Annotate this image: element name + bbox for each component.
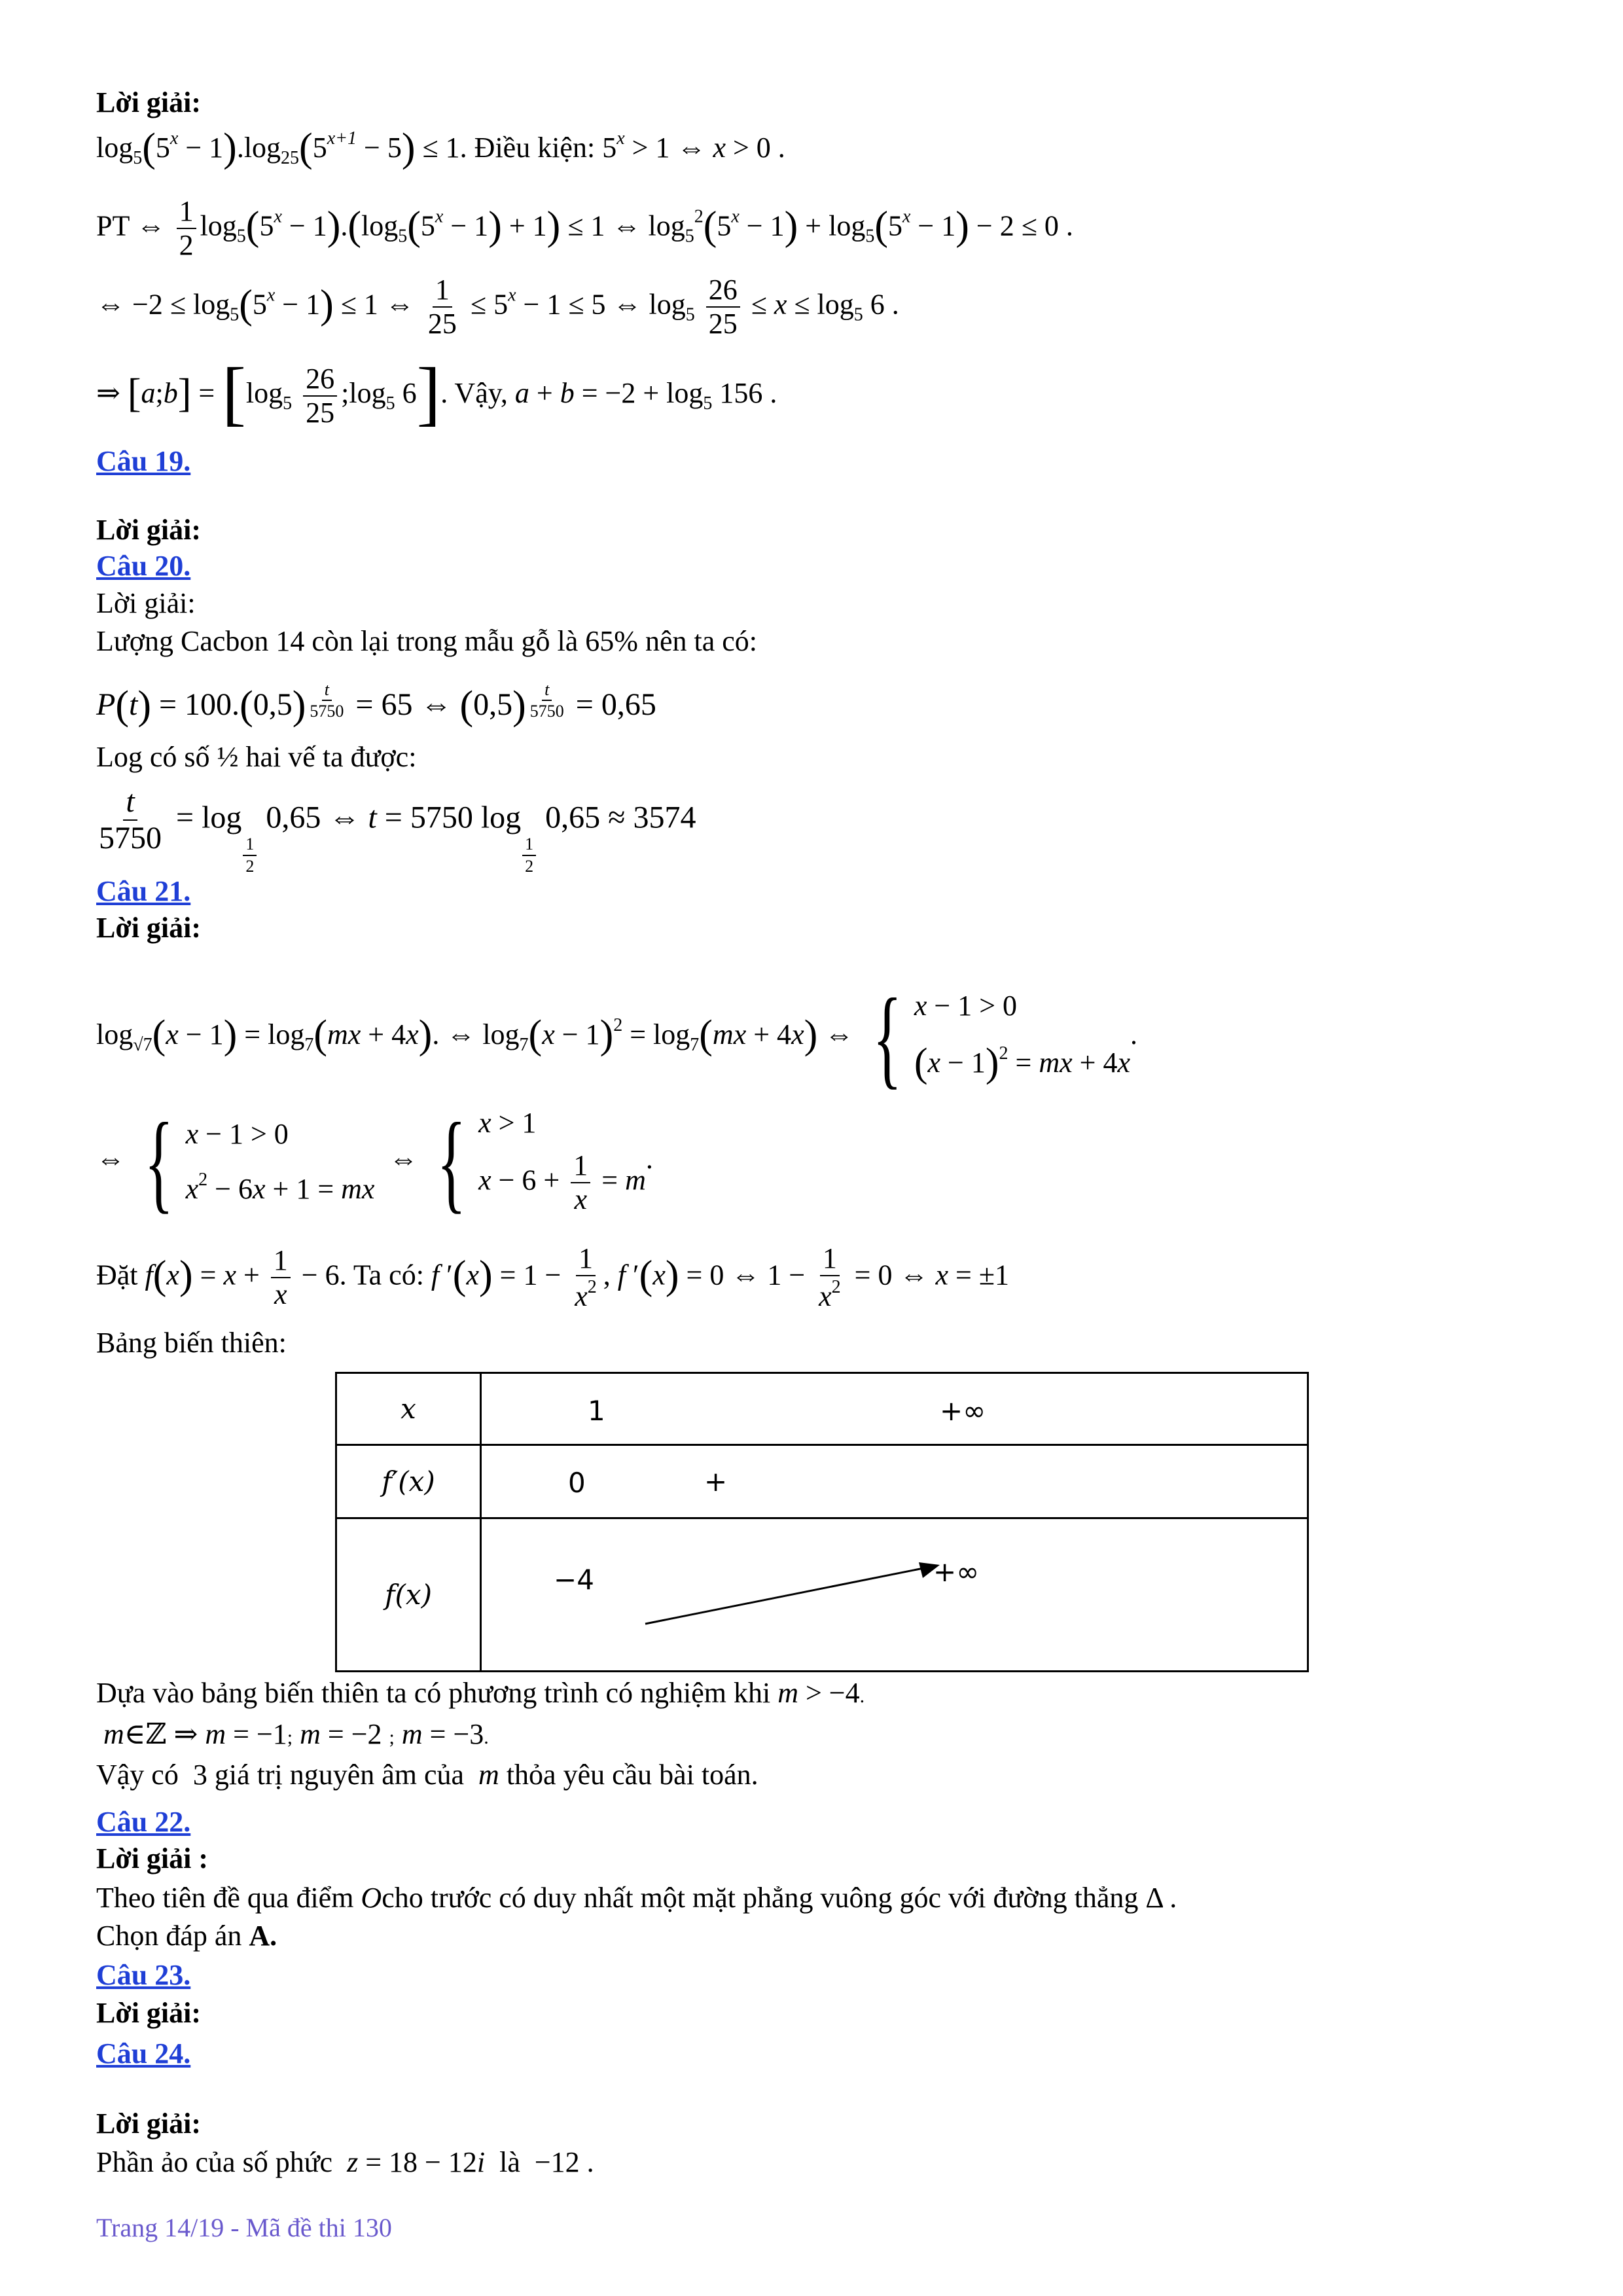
q18-equation-line1: $\log_5(5^x - 1).\log_{25}(5^{x+1} - 5) \le 1$. Điều kiện: $5^x > 1$ ⇔ x > 0 . [96,126,785,170]
question-19-link[interactable]: Câu 19. [96,445,191,477]
header-x: x [336,1373,481,1445]
question-20-link[interactable]: Câu 20. [96,550,191,582]
q21-conclusion-line1: Dựa vào bảng biến thiên ta có phương trình có nghiệm khi m > −4. [96,1677,865,1709]
question-21-link[interactable]: Câu 21. [96,875,191,907]
solution-heading: Lời giải : [96,1842,209,1874]
header-f: f(x) [336,1518,481,1672]
taco-label: . Ta có: [339,1259,424,1291]
q21-conclusion-line3: Vậy có 3 giá trị nguyên âm của m thỏa yêu cầu bài toán. [96,1759,758,1791]
x-value-1: 1 [588,1395,605,1427]
q18-vay-label: . Vậy, [440,377,508,409]
x-value-inf: +∞ [940,1395,986,1427]
question-24-link[interactable]: Câu 24. [96,2037,191,2070]
q20-equation-line2: $\frac{t}{5750}$ = log $\frac{1}{2}$ 0,65 ⇔ t = 5750 log $\frac{1}{2}$ 0,65 ≈ 3574 [99,784,696,876]
q21-equation-line2: ⇔ { x − 1 > 0 $x^2 - 6x + 1$ = mx ⇔ { x > 1 x − 6 + $\frac{1}{x}$ = m . [96,1100,653,1223]
q18-equation-line3: ⇔ $-2 \le \log_5(5^x - 1) \le 1$ ⇔ $\frac{1}{25}$ ≤ $5^x - 1 \le 5$ ⇔ $\log_5$ $\frac{26}{25}$ ≤ $x \le \log_5 6$ . [96,274,899,340]
table-row [336,1518,1308,1672]
question-23-link[interactable]: Câu 23. [96,1959,191,1991]
f-values-cell [481,1518,1308,1672]
pt-label: PT [96,209,130,242]
solution-heading: Lời giải: [96,2108,202,2140]
q21-conclusion-line2: m∈ℤ ⇒ m = −1; m = −2 ; m = −3. [103,1718,489,1750]
bbt-label: Bảng biến thiên: [96,1327,287,1359]
question-22-link[interactable]: Câu 22. [96,1806,191,1838]
fprime-sign-plus: + [704,1465,728,1498]
fprime-zero: 0 [568,1467,586,1499]
solution-heading: Lời giải: [96,86,202,118]
q24-text-line: Phần ảo của số phức z = 18 − 12i là −12 . [96,2146,594,2178]
q20-equation-line1: P(t) = 100.(0,5) $\frac{t}{5750}$ = 65 ⇔ (0,5) $\frac{t}{5750}$ = 0,65 [96,680,656,728]
q22-text-line2: Chọn đáp án A. [96,1920,277,1952]
q20-text-line1: Lượng Cacbon 14 còn lại trong mẫu gỗ là 65% nên ta có: [96,625,757,657]
increasing-arrow [482,1519,1310,1672]
solution-heading: Lời giải: [96,1997,202,2029]
solution-heading: Lời giải: [96,514,202,546]
q21-equation-line1: $\log_{√7}(x - 1) = \log_7(mx + 4x)$. ⇔ $\log_7(x - 1)^2 = \log_7(mx + 4x)$ ⇔ { x − 1 > 0 $(x - 1)^2$ = mx + 4x . [96,976,1138,1099]
fprime-values-cell [481,1445,1308,1518]
f-value-min: −4 [554,1564,594,1596]
table-row [336,1373,1308,1445]
q22-text-line1: Theo tiên đề qua điểm Ocho trước có duy nhất một mặt phẳng vuông góc với đường thẳng Δ . [96,1882,1177,1914]
page-footer: Trang 14/19 - Mã đề thi 130 [96,2213,392,2242]
q18-equation-line2: PT ⇔ $\frac{1}{2}$ $\log_5(5^x - 1).(\log_5(5^x - 1) + 1) \le 1$ ⇔ $\log_5^2(5^x - 1) + \log_5(5^x - 1) - 2 \le 0$ . [96,195,1073,262]
dat-label: Đặt [96,1259,138,1291]
q18-equation-line4: ⇒ [a;b] = [$\log_5$ $\frac{26}{25}$ $;\log_5$ 6]. Vậy, $a + b = -2 + \log_5 156$ . [96,353,777,433]
header-fprime: f′(x) [336,1445,481,1518]
q20-text-line2: Log có số ½ hai vế ta được: [96,741,417,773]
table-row [336,1445,1308,1518]
variation-table [335,1372,1309,1672]
solution-heading: Lời giải: [96,912,202,944]
x-values-cell [481,1373,1308,1445]
q21-equation-line3: Đặt f(x) = x + $\frac{1}{x}$ − 6. Ta có: f ′(x) = 1 − $\frac{1}{x^2}$ , f ′(x) = 0 ⇔ 1 − $\frac{1}{x^2}$ = 0 ⇔ x = ±1 [96,1242,1009,1313]
solution-heading-plain: Lời giải: [96,587,196,619]
q18-condition-label: . Điều kiện: [459,132,596,164]
f-value-inf: +∞ [933,1556,980,1588]
